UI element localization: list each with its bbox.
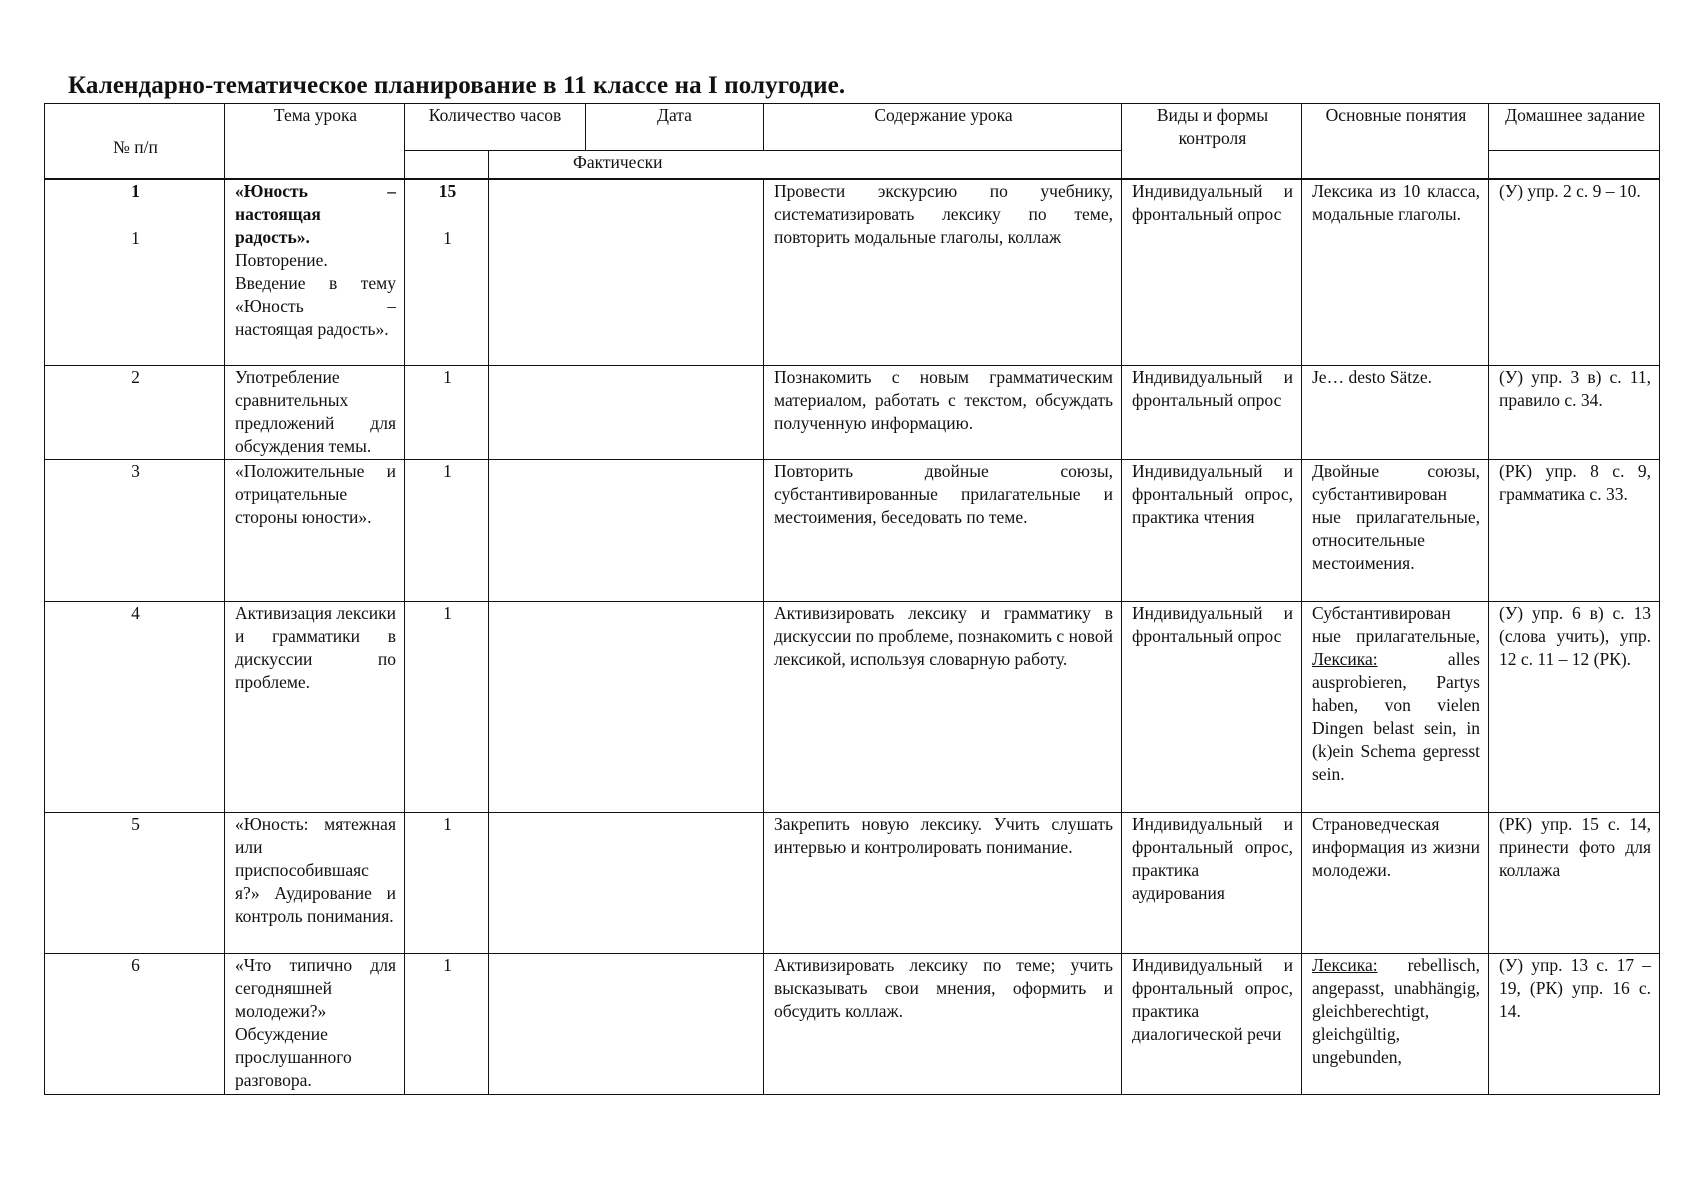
table-row [45, 813, 1660, 954]
row-topic: «Юность: мятежная или приспособившаяс я?» Аудирование и контроль понимания. [225, 813, 405, 954]
row-topic: Употребление сравнительных предложений для обсуждения темы. [225, 366, 405, 460]
table-row [45, 180, 1660, 366]
row-homework: (У) упр. 2 с. 9 – 10. [1489, 180, 1660, 366]
row-concepts: Страноведческая информация из жизни молодежи. [1302, 813, 1489, 954]
row-control: Индивидуальный и фронтальный опрос [1122, 602, 1302, 813]
row-homework: (РК) упр. 15 с. 14, принести фото для коллажа [1489, 813, 1660, 954]
row-content: Провести экскурсию по учебнику, систематизировать лексику по теме, повторить модальные глаголы, коллаж [764, 180, 1122, 366]
row-control: Индивидуальный и фронтальный опрос [1122, 180, 1302, 366]
row-concepts: Лексика из 10 класса, модальные глаголы. [1302, 180, 1489, 366]
header-number: № п/п [45, 104, 225, 179]
header-content: Содержание урока [764, 104, 1122, 151]
row-hours: 1 [405, 366, 489, 460]
row-number: 3 [45, 460, 225, 602]
row-date [489, 602, 764, 813]
row-date [489, 813, 764, 954]
page-title: Календарно-тематическое планирование в 11 классе на I полугодие. [68, 72, 846, 99]
table-header-row [45, 104, 1660, 151]
row-date [489, 180, 764, 366]
header-actual: Фактически [573, 152, 663, 172]
row-date [489, 460, 764, 602]
row-hours: 1 [405, 954, 489, 1095]
row-number: 6 [45, 954, 225, 1095]
row-number: 4 [45, 602, 225, 813]
row-content: Закрепить новую лексику. Учить слушать интервью и контролировать понимание. [764, 813, 1122, 954]
row-homework: (РК) упр. 8 с. 9, грамматика с. 33. [1489, 460, 1660, 602]
row-number: 1 1 [45, 180, 225, 366]
row-homework: (У) упр. 13 с. 17 – 19, (РК) упр. 16 с. 14. [1489, 954, 1660, 1095]
row-content: Повторить двойные союзы, субстантивированные прилагательные и местоимения, беседовать по теме. [764, 460, 1122, 602]
header-homework: Домашнее задание [1489, 104, 1660, 151]
header-control: Виды и формы контроля [1122, 104, 1302, 179]
row-concepts: Je… desto Sätze. [1302, 366, 1489, 460]
row-topic: Активизация лексики и грамматики в дискуссии по проблеме. [225, 602, 405, 813]
row-content: Активизировать лексику по теме; учить высказывать свои мнения, оформить и обсудить коллаж. [764, 954, 1122, 1095]
table-row [45, 602, 1660, 813]
table-row [45, 460, 1660, 602]
row-hours: 1 [405, 602, 489, 813]
row-hours: 1 [405, 460, 489, 602]
row-number: 2 [45, 366, 225, 460]
header-concepts: Основные понятия [1302, 104, 1489, 179]
row-control: Индивидуальный и фронтальный опрос, практика чтения [1122, 460, 1302, 602]
header-hours-date [405, 104, 764, 151]
row-number: 5 [45, 813, 225, 954]
row-content: Познакомить с новым грамматическим материалом, работать с текстом, обсуждать полученную информацию. [764, 366, 1122, 460]
hours-subcell [405, 151, 489, 179]
header-date: Дата [657, 105, 692, 125]
lesson-plan-table [44, 103, 1660, 179]
row-control: Индивидуальный и фронтальный опрос [1122, 366, 1302, 460]
row-concepts: Лексика: rebellisch, angepasst, unabhängig, gleichberechtigt, gleichgültig, ungebunden, [1302, 954, 1489, 1095]
row-topic: «Что типично для сегодняшней молодежи?» Обсуждение прослушанного разговора. [225, 954, 405, 1095]
row-control: Индивидуальный и фронтальный опрос, практика аудирования [1122, 813, 1302, 954]
actual-date-cell [489, 151, 1122, 179]
row-hours: 15 1 [405, 180, 489, 366]
row-date [489, 366, 764, 460]
row-control: Индивидуальный и фронтальный опрос, практика диалогической речи [1122, 954, 1302, 1095]
row-topic: «Положительные и отрицательные стороны юности». [225, 460, 405, 602]
row-concepts: Двойные союзы, субстантивирован ные прилагательные, относительные местоимения. [1302, 460, 1489, 602]
row-content: Активизировать лексику и грамматику в дискуссии по проблеме, познакомить с новой лексикой, используя словарную работу. [764, 602, 1122, 813]
homework-subcell-left [1489, 151, 1660, 179]
row-homework: (У) упр. 3 в) с. 11, правило с. 34. [1489, 366, 1660, 460]
table-row [45, 954, 1660, 1095]
header-topic: Тема урока [225, 104, 405, 179]
table-row [45, 366, 1660, 460]
header-hours: Количество часов [405, 104, 586, 150]
row-topic: «Юность – настоящая радость». Повторение. Введение в тему «Юность – настоящая радость». [225, 180, 405, 366]
row-concepts: Субстантивирован ные прилагательные, Лексика: alles ausprobieren, Partys haben, von vielen Dingen belast sein, in (k)ein Schema gepresst sein. [1302, 602, 1489, 813]
row-homework: (У) упр. 6 в) с. 13 (слова учить), упр. 12 с. 11 – 12 (РК). [1489, 602, 1660, 813]
lesson-plan-body [44, 179, 1660, 1095]
row-date [489, 954, 764, 1095]
row-hours: 1 [405, 813, 489, 954]
